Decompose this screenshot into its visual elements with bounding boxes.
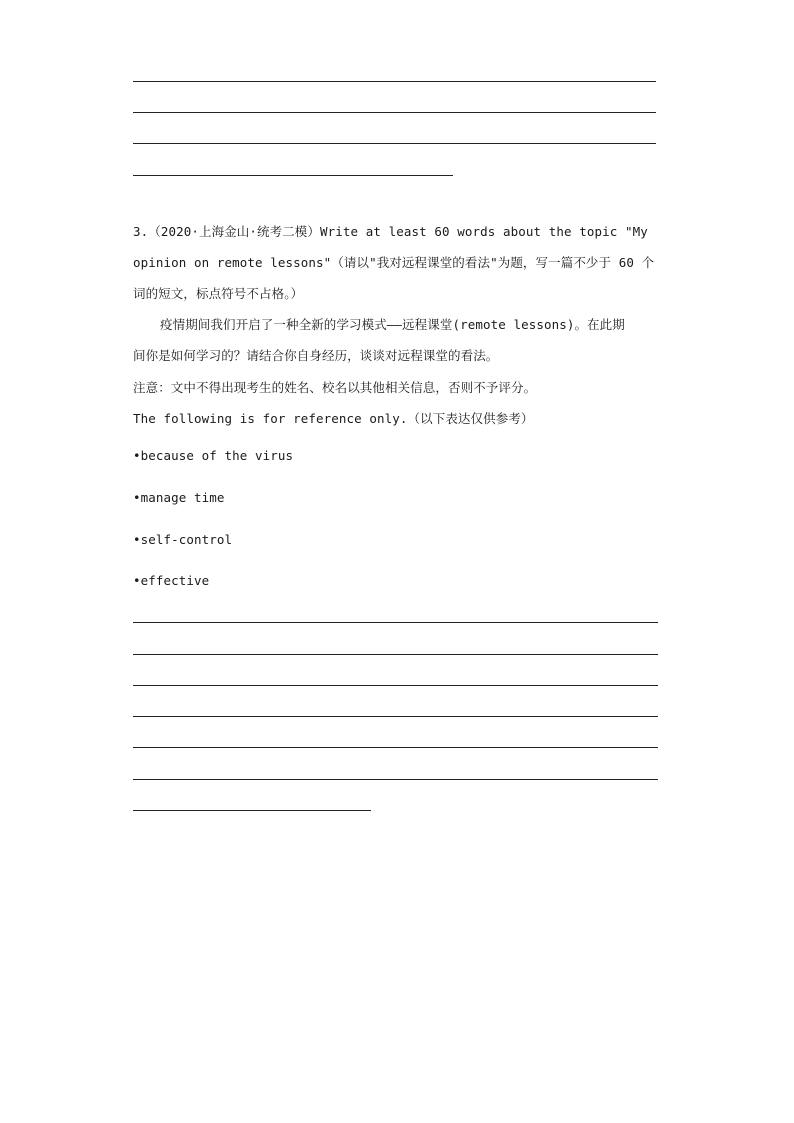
hint-item: •effective xyxy=(133,573,210,588)
answer-line[interactable] xyxy=(133,81,656,82)
prompt-line: 疫情期间我们开启了一种全新的学习模式——远程课堂(remote lessons)。在此期 xyxy=(160,317,625,332)
hint-item: •because of the virus xyxy=(133,448,294,463)
answer-line[interactable] xyxy=(133,810,371,811)
prompt-line: 间你是如何学习的？请结合你自身经历，谈谈对远程课堂的看法。 xyxy=(133,348,499,363)
answer-line[interactable] xyxy=(133,143,656,144)
answer-line[interactable] xyxy=(133,685,658,686)
question-title-line: 3.（2020·上海金山·统考二模）Write at least 60 words about the topic "My xyxy=(133,224,648,239)
answer-line[interactable] xyxy=(133,175,453,176)
answer-line[interactable] xyxy=(133,747,658,748)
hint-item: •self-control xyxy=(133,532,233,547)
answer-line[interactable] xyxy=(133,716,658,717)
answer-line[interactable] xyxy=(133,654,658,655)
answer-line[interactable] xyxy=(133,779,658,780)
answer-line[interactable] xyxy=(133,112,656,113)
question-text-line: opinion on remote lessons"（请以"我对远程课堂的看法"为题，写一篇不少于 60 个 xyxy=(133,255,655,270)
answer-line[interactable] xyxy=(133,622,658,623)
question-text-line: 词的短文，标点符号不占格。） xyxy=(133,286,304,301)
reference-intro: The following is for reference only.（以下表达仅供参考） xyxy=(133,411,534,426)
hint-item: •manage time xyxy=(133,490,225,505)
notice-line: 注意：文中不得出现考生的姓名、校名以其他相关信息，否则不予评分。 xyxy=(133,380,537,395)
